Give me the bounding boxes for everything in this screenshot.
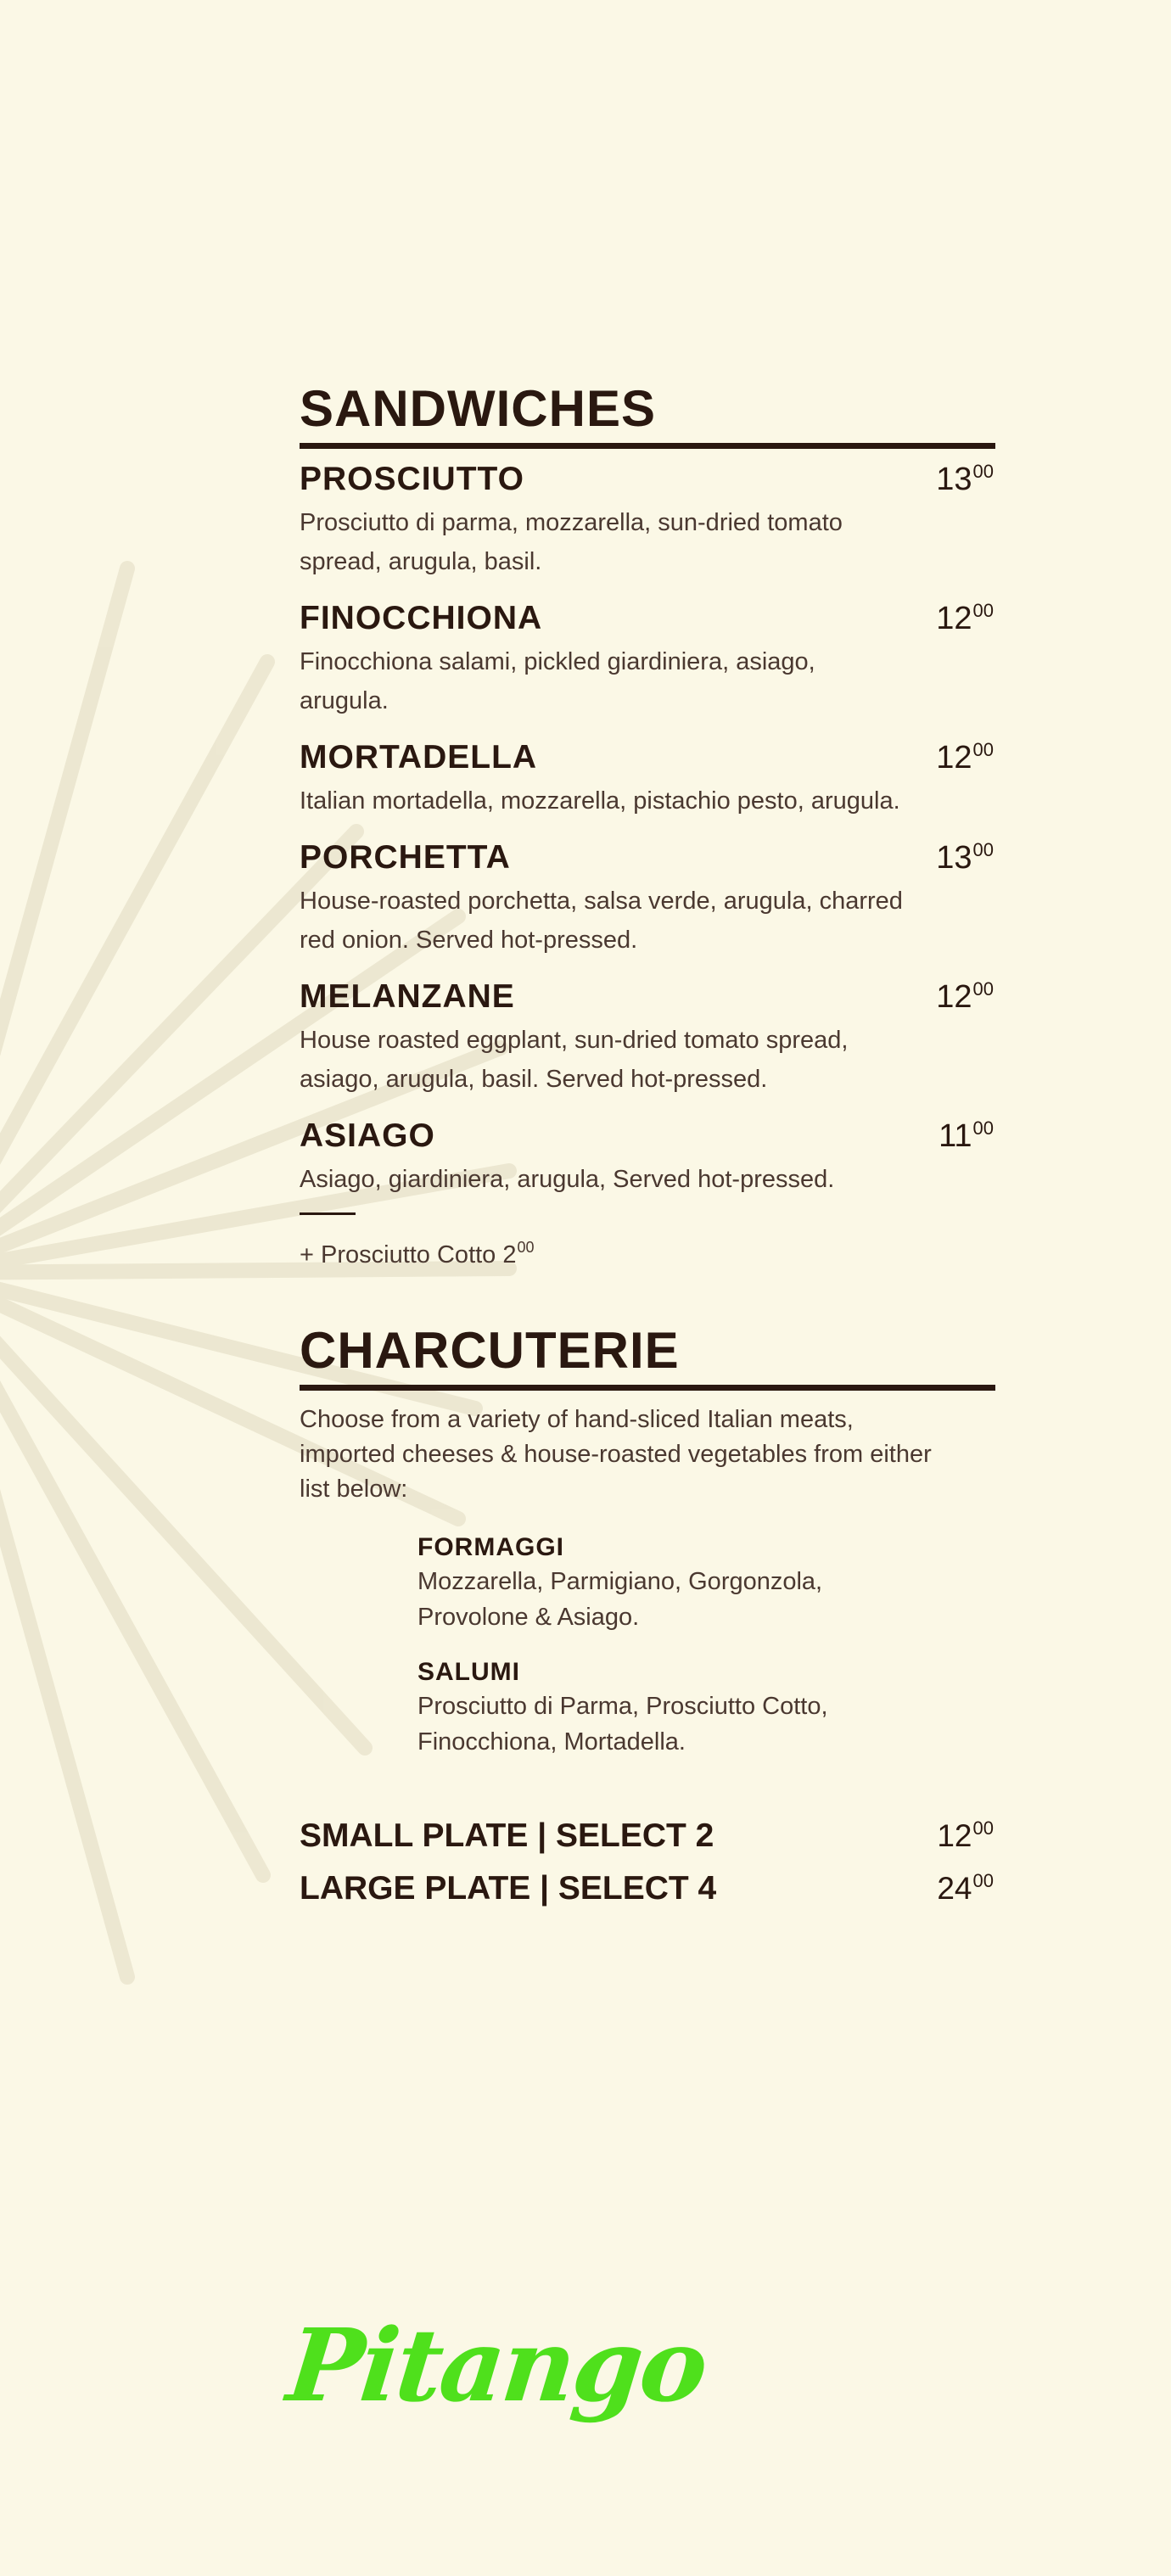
section-title-sandwiches: SANDWICHES [300,380,657,437]
menu-content [300,380,995,1923]
menu-item-porchetta [300,839,995,960]
sandwiches-section [300,380,995,1269]
item-name: ASIAGO [300,1117,435,1154]
plate-name: LARGE PLATE | SELECT 4 [300,1870,717,1907]
item-description: Italian mortadella, mozzarella, pistachio pesto, arugula. [300,787,900,815]
item-price: $12^{00}$ [936,978,994,1015]
item-name: MORTADELLA [300,739,538,776]
item-name: PORCHETTA [300,839,511,876]
plate-price: $24^{00}$ [937,1870,994,1906]
section-divider [300,1385,995,1391]
item-price: $13^{00}$ [936,839,994,876]
addon-divider [300,1212,356,1215]
charcuterie-section [300,1322,995,1923]
item-description: Prosciutto di parma, mozzarella, sun-dried tomato spread, arugula, basil. [300,509,843,575]
item-name: MELANZANE [300,978,515,1015]
menu-item-finocchiona [300,600,995,720]
list-title: SALUMI [417,1658,520,1686]
section-title-charcuterie: CHARCUTERIE [300,1322,680,1379]
plate-price: $12^{00}$ [937,1817,994,1853]
item-description: Asiago, giardiniera, arugula, Served hot-pressed. [300,1166,835,1193]
item-name: FINOCCHIONA [300,600,543,636]
item-description: House-roasted porchetta, salsa verde, arugula, charred red onion. Served hot-pressed. [300,888,903,954]
pitango-logo [282,2306,711,2424]
plate-option-small [300,1817,995,1870]
menu-item-asiago [300,1117,995,1199]
plate-name: SMALL PLATE | SELECT 2 [300,1817,714,1854]
item-description: House roasted eggplant, sun-dried tomato spread, asiago, arugula, basil. Served hot-pressed. [300,1027,849,1093]
formaggi-list [417,1531,995,1635]
item-name: PROSCIUTTO [300,461,524,497]
plate-option-large [300,1870,995,1923]
section-divider [300,443,995,449]
list-items: Prosciutto di Parma, Prosciutto Cotto, Finocchiona, Mortadella. [417,1693,828,1756]
menu-item-prosciutto [300,461,995,581]
menu-item-melanzane [300,978,995,1099]
logo-text: Pitango [282,2306,711,2424]
item-price: $13^{00}$ [936,461,994,497]
item-description: Finocchiona salami, pickled giardiniera, asiago, arugula. [300,648,815,714]
addon-prosciutto-cotto: + Prosciutto Cotto $2^{00}$ [300,1239,535,1268]
item-price: $11^{00}$ [938,1117,994,1154]
charcuterie-lists [417,1531,995,1760]
salumi-list [417,1655,995,1760]
item-price: $12^{00}$ [936,600,994,636]
plate-options [300,1817,995,1923]
list-items: Mozzarella, Parmigiano, Gorgonzola, Provolone & Asiago. [417,1568,823,1631]
charcuterie-intro: Choose from a variety of hand-sliced Italian meats, imported cheeses & house-roasted vegetables from either list below: [300,1406,932,1503]
list-title: FORMAGGI [417,1533,564,1561]
menu-item-mortadella [300,739,995,820]
item-price: $12^{00}$ [936,739,994,776]
